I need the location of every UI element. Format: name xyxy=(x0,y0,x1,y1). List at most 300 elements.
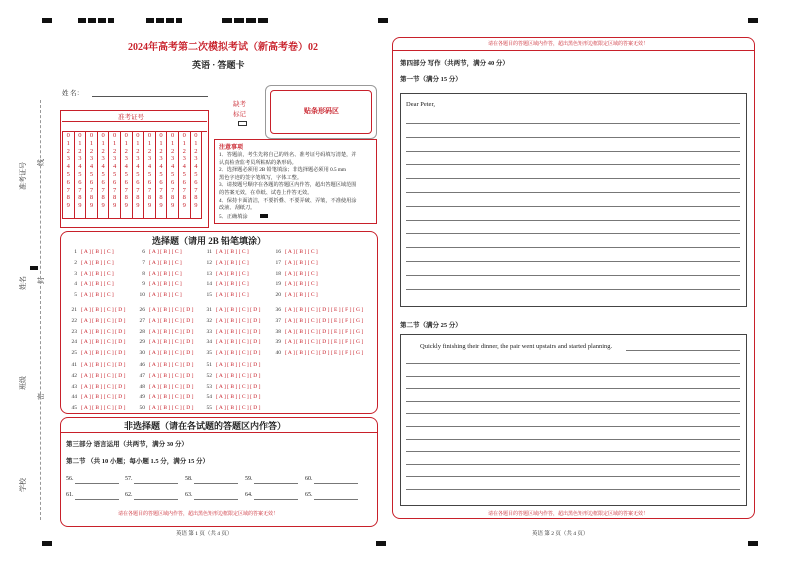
ticket-digit-column[interactable] xyxy=(167,132,179,219)
story-writing-line[interactable] xyxy=(406,476,740,477)
ticket-digit[interactable]: 5 xyxy=(101,170,105,178)
mc-options[interactable]: [ A ] [ B ] [ C ] xyxy=(149,259,182,266)
ticket-digit[interactable]: 9 xyxy=(194,202,198,210)
mc-question-number: 13 xyxy=(206,270,212,277)
story-writing-line[interactable] xyxy=(406,489,740,490)
mc-question-row[interactable] xyxy=(134,373,193,379)
mc-question-row[interactable] xyxy=(66,292,114,298)
mc-question-row[interactable] xyxy=(270,318,363,324)
mc-question-row[interactable] xyxy=(66,318,125,324)
mc-question-row[interactable] xyxy=(66,394,125,400)
ticket-digit[interactable]: 7 xyxy=(66,186,70,194)
mc-options[interactable]: [ A ] [ B ] [ C ] [ D ] xyxy=(216,328,261,335)
mc-options[interactable]: [ A ] [ B ] [ C ] xyxy=(285,259,318,266)
mc-options[interactable]: [ A ] [ B ] [ C ] [ D ] xyxy=(216,317,261,324)
mc-options[interactable]: [ A ] [ B ] [ C ] [ D ] xyxy=(216,339,261,346)
mc-options[interactable]: [ A ] [ B ] [ C ] xyxy=(216,292,249,299)
letter-writing-line[interactable] xyxy=(406,206,740,207)
ticket-digit[interactable]: 0 xyxy=(113,132,117,139)
ticket-digit[interactable]: 6 xyxy=(147,178,152,186)
mc-options[interactable]: [ A ] [ B ] [ C ] [ D ] [ E ] [ F ] [ G ] xyxy=(285,339,364,346)
mc-question-row[interactable] xyxy=(134,339,193,345)
mc-question-row[interactable] xyxy=(66,373,125,379)
mc-question-row[interactable] xyxy=(66,249,114,255)
ticket-digit[interactable]: 3 xyxy=(182,155,186,163)
story-writing-line[interactable] xyxy=(406,413,740,414)
ticket-digit[interactable]: 0 xyxy=(78,132,82,139)
ticket-digit[interactable]: 8 xyxy=(66,194,70,202)
mc-options[interactable]: [ A ] [ B ] [ C ] [ D ] xyxy=(81,372,126,379)
ticket-digit[interactable]: 9 xyxy=(66,202,70,210)
mc-question-row[interactable] xyxy=(134,271,182,277)
warning-right-top: 请在各题目的答题区域内作答，超出黑色矩形边框限定区域的答案无效！ xyxy=(488,42,649,47)
mc-options[interactable]: [ A ] [ B ] [ C ] xyxy=(216,259,249,266)
ticket-digit[interactable]: 5 xyxy=(147,170,152,178)
mc-question-row[interactable] xyxy=(201,292,249,298)
ticket-digit-column[interactable] xyxy=(144,132,156,219)
mc-options[interactable]: [ A ] [ B ] [ C ] [ D ] [ E ] [ F ] [ G ] xyxy=(285,328,364,335)
ticket-digit[interactable]: 3 xyxy=(136,155,140,163)
ticket-digit[interactable]: 8 xyxy=(89,194,94,202)
ticket-digit[interactable]: 9 xyxy=(124,202,128,210)
mc-question-row[interactable] xyxy=(134,260,182,266)
ticket-digit[interactable]: 6 xyxy=(194,178,198,186)
ticket-digit[interactable]: 3 xyxy=(171,155,175,163)
ticket-digit[interactable]: 6 xyxy=(113,178,117,186)
mc-options[interactable]: [ A ] [ B ] [ C ] [ D ] xyxy=(216,372,261,379)
mc-options[interactable]: [ A ] [ B ] [ C ] [ D ] xyxy=(149,383,194,390)
ticket-digit[interactable]: 7 xyxy=(136,186,140,194)
mc-options[interactable]: [ A ] [ B ] [ C ] [ D ] [ E ] [ F ] [ G ] xyxy=(285,307,364,313)
mc-options[interactable]: [ A ] [ B ] [ C ] xyxy=(81,270,114,277)
mc-options[interactable]: [ A ] [ B ] [ C ] xyxy=(81,249,114,255)
mc-options[interactable]: [ A ] [ B ] [ C ] [ D ] xyxy=(216,307,261,313)
ticket-digit[interactable]: 4 xyxy=(171,163,175,171)
ticket-digit[interactable]: 8 xyxy=(124,194,128,202)
ticket-digit[interactable]: 6 xyxy=(124,178,128,186)
mc-question-row[interactable] xyxy=(270,329,363,335)
story-writing-line[interactable] xyxy=(406,388,740,389)
ticket-digit[interactable]: 6 xyxy=(171,178,175,186)
mc-options[interactable]: [ A ] [ B ] [ C ] xyxy=(216,270,249,277)
ticket-digit-column[interactable] xyxy=(120,132,132,219)
mc-options[interactable]: [ A ] [ B ] [ C ] [ D ] xyxy=(149,328,194,335)
mc-options[interactable]: [ A ] [ B ] [ C ] [ D ] xyxy=(81,405,126,412)
mc-options[interactable]: [ A ] [ B ] [ C ] [ D ] xyxy=(149,405,194,412)
mc-options[interactable]: [ A ] [ B ] [ C ] [ D ] xyxy=(149,350,194,357)
mc-question-row[interactable] xyxy=(134,384,193,390)
ticket-digit[interactable]: 9 xyxy=(147,202,152,210)
mc-question-row[interactable] xyxy=(270,260,318,266)
blank-answer-line[interactable] xyxy=(134,499,178,500)
ticket-digit-column[interactable] xyxy=(63,132,75,219)
ticket-digit[interactable]: 2 xyxy=(113,147,117,155)
ticket-digit-column[interactable] xyxy=(97,132,109,219)
timing-mark xyxy=(42,541,52,546)
mc-question-row[interactable] xyxy=(66,260,114,266)
mc-question-row[interactable] xyxy=(201,271,249,277)
mc-options[interactable]: [ A ] [ B ] [ C ] [ D ] xyxy=(149,317,194,324)
timing-mark xyxy=(748,18,758,23)
ticket-digit[interactable]: 4 xyxy=(113,163,117,171)
ticket-digit[interactable]: 1 xyxy=(171,139,175,147)
ticket-number-grid[interactable] xyxy=(62,131,202,219)
mc-options[interactable]: [ A ] [ B ] [ C ] [ D ] xyxy=(149,307,194,313)
mc-options[interactable]: [ A ] [ B ] [ C ] [ D ] xyxy=(216,394,261,401)
letter-writing-line[interactable] xyxy=(406,151,740,152)
mc-question-row[interactable] xyxy=(270,350,363,356)
ticket-digit[interactable]: 1 xyxy=(136,139,140,147)
mc-question-number: 7 xyxy=(142,259,145,266)
blank-answer-line[interactable] xyxy=(314,499,358,500)
ticket-digit[interactable]: 2 xyxy=(159,147,163,155)
ticket-digit[interactable]: 7 xyxy=(182,186,186,194)
ticket-digit[interactable]: 6 xyxy=(78,178,82,186)
ticket-digit[interactable]: 3 xyxy=(66,155,70,163)
ticket-digit[interactable]: 7 xyxy=(171,186,175,194)
mc-options[interactable]: [ A ] [ B ] [ C ] [ D ] xyxy=(149,372,194,379)
blank-answer-line[interactable] xyxy=(75,483,119,484)
story-writing-line[interactable] xyxy=(406,363,740,364)
story-writing-line[interactable] xyxy=(406,426,740,427)
ticket-digit[interactable]: 4 xyxy=(182,163,186,171)
ticket-digit[interactable]: 6 xyxy=(182,178,186,186)
mc-options[interactable]: [ A ] [ B ] [ C ] [ D ] xyxy=(216,362,261,368)
story-writing-line[interactable] xyxy=(406,401,740,402)
mc-options[interactable]: [ A ] [ B ] [ C ] [ D ] xyxy=(149,362,194,368)
timing-mark xyxy=(42,18,52,23)
ticket-digit[interactable]: 2 xyxy=(124,147,128,155)
ticket-digit[interactable]: 1 xyxy=(194,139,198,147)
mc-question-row[interactable] xyxy=(134,249,182,255)
mc-options[interactable]: [ A ] [ B ] [ C ] [ D ] xyxy=(81,362,126,368)
ticket-digit[interactable]: 3 xyxy=(89,155,94,163)
mc-options[interactable]: [ A ] [ B ] [ C ] [ D ] xyxy=(216,405,261,412)
mc-options[interactable]: [ A ] [ B ] [ C ] [ D ] [ E ] [ F ] [ G ] xyxy=(285,317,364,324)
blank-answer-line[interactable] xyxy=(75,499,119,500)
story-box[interactable] xyxy=(400,334,747,506)
ticket-digit[interactable]: 8 xyxy=(78,194,82,202)
story-writing-line[interactable] xyxy=(406,464,740,465)
mc-question-row[interactable] xyxy=(66,384,125,390)
ticket-digit[interactable]: 9 xyxy=(101,202,105,210)
ticket-digit[interactable]: 9 xyxy=(113,202,117,210)
ticket-digit[interactable]: 2 xyxy=(171,147,175,155)
blank-answer-line[interactable] xyxy=(254,483,298,484)
ticket-digit[interactable]: 7 xyxy=(78,186,82,194)
ticket-digit[interactable]: 3 xyxy=(147,155,152,163)
ticket-digit[interactable]: 4 xyxy=(124,163,128,171)
mc-options[interactable]: [ A ] [ B ] [ C ] xyxy=(285,249,318,255)
mc-options[interactable]: [ A ] [ B ] [ C ] [ D ] xyxy=(149,339,194,346)
ticket-digit[interactable]: 0 xyxy=(124,132,128,139)
mc-question-row[interactable] xyxy=(134,281,182,287)
ticket-digit[interactable]: 6 xyxy=(101,178,105,186)
ticket-digit[interactable]: 1 xyxy=(159,139,163,147)
letter-writing-line[interactable] xyxy=(406,275,740,276)
mc-question-row[interactable] xyxy=(66,339,125,345)
ticket-digit[interactable]: 7 xyxy=(147,186,152,194)
letter-writing-line[interactable] xyxy=(406,123,740,124)
blank-answer-line[interactable] xyxy=(254,499,298,500)
ticket-digit[interactable]: 5 xyxy=(124,170,128,178)
ticket-digit[interactable]: 2 xyxy=(136,147,140,155)
mc-question-row[interactable] xyxy=(201,384,260,390)
ticket-digit[interactable]: 1 xyxy=(182,139,186,147)
mc-question-row[interactable] xyxy=(66,350,125,356)
blank-answer-line[interactable] xyxy=(314,483,358,484)
mc-question-row[interactable] xyxy=(201,394,260,400)
mc-question-number: 6 xyxy=(142,249,145,255)
mc-question-row[interactable] xyxy=(134,405,193,411)
mc-question-row[interactable] xyxy=(134,318,193,324)
mc-question-row[interactable] xyxy=(201,373,260,379)
ticket-digit[interactable]: 5 xyxy=(194,170,198,178)
ticket-digit[interactable]: 8 xyxy=(194,194,198,202)
mc-question-row[interactable] xyxy=(134,362,193,368)
ticket-digit[interactable]: 2 xyxy=(66,147,70,155)
ticket-digit[interactable]: 8 xyxy=(147,194,152,202)
ticket-digit[interactable]: 2 xyxy=(147,147,152,155)
mc-options[interactable]: [ A ] [ B ] [ C ] xyxy=(81,292,114,299)
ticket-digit[interactable]: 5 xyxy=(171,170,175,178)
ticket-digit[interactable]: 0 xyxy=(159,132,163,139)
ticket-digit[interactable]: 6 xyxy=(66,178,70,186)
ticket-digit[interactable]: 1 xyxy=(101,139,105,147)
ticket-digit[interactable]: 6 xyxy=(136,178,140,186)
ticket-digit[interactable]: 9 xyxy=(159,202,163,210)
mc-question-row[interactable] xyxy=(134,292,182,298)
mc-question-row[interactable] xyxy=(270,339,363,345)
ticket-digit[interactable]: 2 xyxy=(78,147,82,155)
ticket-digit[interactable]: 8 xyxy=(113,194,117,202)
mc-options[interactable]: [ A ] [ B ] [ C ] xyxy=(285,270,318,277)
mc-question-row[interactable] xyxy=(201,307,260,313)
mc-question-number: 5 xyxy=(74,292,77,299)
mc-question-row[interactable] xyxy=(134,350,193,356)
ticket-digit-column[interactable] xyxy=(74,132,86,219)
ticket-digit[interactable]: 8 xyxy=(182,194,186,202)
ticket-digit[interactable]: 3 xyxy=(159,155,163,163)
mc-options[interactable]: [ A ] [ B ] [ C ] [ D ] xyxy=(149,394,194,401)
mc-question-number: 39 xyxy=(275,339,281,346)
mc-options[interactable]: [ A ] [ B ] [ C ] xyxy=(216,249,249,255)
ticket-digit[interactable]: 5 xyxy=(113,170,117,178)
ticket-digit[interactable]: 3 xyxy=(78,155,82,163)
mc-options[interactable]: [ A ] [ B ] [ C ] [ D ] xyxy=(81,350,126,357)
mc-options[interactable]: [ A ] [ B ] [ C ] xyxy=(81,281,114,288)
part4-heading: 第四部分 写作（共两节，满分 40 分） xyxy=(400,60,509,67)
ticket-digit[interactable]: 3 xyxy=(124,155,128,163)
mc-options[interactable]: [ A ] [ B ] [ C ] [ D ] xyxy=(81,317,126,324)
mc-question-row[interactable] xyxy=(201,362,260,368)
mc-options[interactable]: [ A ] [ B ] [ C ] [ D ] xyxy=(81,307,126,313)
name-field[interactable] xyxy=(92,96,208,97)
ticket-digit[interactable]: 3 xyxy=(194,155,198,163)
letter-writing-line[interactable] xyxy=(406,192,740,193)
ticket-digit[interactable]: 5 xyxy=(159,170,163,178)
ticket-digit[interactable]: 9 xyxy=(89,202,94,210)
story-writing-line[interactable] xyxy=(406,376,740,377)
letter-writing-line[interactable] xyxy=(406,289,740,290)
mc-question-row[interactable] xyxy=(270,292,318,298)
ticket-digit[interactable]: 5 xyxy=(89,170,94,178)
ticket-digit[interactable]: 5 xyxy=(136,170,140,178)
mc-question-row[interactable] xyxy=(66,362,125,368)
ticket-digit-column[interactable] xyxy=(190,132,202,219)
mc-question-row[interactable] xyxy=(201,405,260,411)
mc-options[interactable]: [ A ] [ B ] [ C ] xyxy=(149,270,182,277)
mc-question-row[interactable] xyxy=(201,260,249,266)
ticket-digit[interactable]: 0 xyxy=(101,132,105,139)
story-first-line[interactable] xyxy=(626,350,740,351)
mc-question-row[interactable] xyxy=(66,271,114,277)
ticket-digit[interactable]: 4 xyxy=(89,163,94,171)
mc-question-row[interactable] xyxy=(270,249,318,255)
mc-question-row[interactable] xyxy=(201,249,249,255)
mc-question-row[interactable] xyxy=(201,329,260,335)
ticket-digit[interactable]: 7 xyxy=(113,186,117,194)
ticket-digit[interactable]: 3 xyxy=(101,155,105,163)
ticket-digit[interactable]: 6 xyxy=(89,178,94,186)
mc-question-row[interactable] xyxy=(66,405,125,411)
mc-options[interactable]: [ A ] [ B ] [ C ] [ D ] [ E ] [ F ] [ G ] xyxy=(285,350,364,357)
mc-options[interactable]: [ A ] [ B ] [ C ] [ D ] xyxy=(81,383,126,390)
letter-writing-line[interactable] xyxy=(406,261,740,262)
ticket-digit-column[interactable] xyxy=(86,132,98,219)
footer-left: 英语 第 1 页（共 4 页） xyxy=(176,531,233,537)
ticket-digit[interactable]: 7 xyxy=(101,186,105,194)
ticket-digit[interactable]: 8 xyxy=(101,194,105,202)
ticket-digit[interactable]: 1 xyxy=(147,139,152,147)
ticket-digit-column[interactable] xyxy=(155,132,167,219)
mc-question-row[interactable] xyxy=(66,281,114,287)
ticket-digit[interactable]: 5 xyxy=(66,170,70,178)
mc-options[interactable]: [ A ] [ B ] [ C ] xyxy=(149,292,182,299)
mc-question-number: 41 xyxy=(71,362,77,368)
ticket-digit[interactable]: 2 xyxy=(101,147,105,155)
ticket-digit[interactable]: 7 xyxy=(194,186,198,194)
ticket-digit-column[interactable] xyxy=(109,132,121,219)
mc-question-row[interactable] xyxy=(134,307,193,313)
ticket-digit[interactable]: 4 xyxy=(101,163,105,171)
ticket-digit[interactable]: 1 xyxy=(124,139,128,147)
ticket-digit[interactable]: 1 xyxy=(113,139,117,147)
mc-options[interactable]: [ A ] [ B ] [ C ] xyxy=(285,281,318,288)
ticket-digit[interactable]: 0 xyxy=(194,132,198,139)
ticket-digit[interactable]: 8 xyxy=(136,194,140,202)
ticket-digit[interactable]: 0 xyxy=(136,132,140,139)
ticket-digit[interactable]: 7 xyxy=(89,186,94,194)
ticket-digit[interactable]: 5 xyxy=(78,170,82,178)
ticket-digit[interactable]: 4 xyxy=(136,163,140,171)
mc-options[interactable]: [ A ] [ B ] [ C ] xyxy=(81,259,114,266)
ticket-digit[interactable]: 4 xyxy=(159,163,163,171)
ticket-digit[interactable]: 0 xyxy=(171,132,175,139)
ticket-digit[interactable]: 0 xyxy=(89,132,94,139)
ticket-digit[interactable]: 7 xyxy=(124,186,128,194)
ticket-digit[interactable]: 2 xyxy=(194,147,198,155)
mc-question-row[interactable] xyxy=(270,271,318,277)
ticket-digit[interactable]: 8 xyxy=(159,194,163,202)
mc-question-row[interactable] xyxy=(134,329,193,335)
mc-options[interactable]: [ A ] [ B ] [ C ] [ D ] xyxy=(216,350,261,357)
mc-question-row[interactable] xyxy=(66,307,125,313)
absent-checkbox[interactable] xyxy=(238,121,247,126)
mc-question-row[interactable] xyxy=(201,350,260,356)
blank-answer-line[interactable] xyxy=(134,483,178,484)
ticket-digit[interactable]: 2 xyxy=(89,147,94,155)
ticket-digit[interactable]: 0 xyxy=(66,132,70,139)
side-label-class: 班级 xyxy=(19,376,27,390)
ticket-digit[interactable]: 1 xyxy=(89,139,94,147)
blank-answer-line[interactable] xyxy=(194,483,238,484)
mc-question-row[interactable] xyxy=(201,318,260,324)
ticket-digit[interactable]: 8 xyxy=(171,194,175,202)
story-writing-line[interactable] xyxy=(406,451,740,452)
blank-answer-line[interactable] xyxy=(194,499,238,500)
ticket-digit[interactable]: 4 xyxy=(147,163,152,171)
ticket-digit[interactable]: 9 xyxy=(182,202,186,210)
ticket-digit[interactable]: 9 xyxy=(78,202,82,210)
mc-options[interactable]: [ A ] [ B ] [ C ] [ D ] xyxy=(216,383,261,390)
ticket-digit[interactable]: 0 xyxy=(182,132,186,139)
mc-question-row[interactable] xyxy=(270,281,318,287)
mc-question-number: 14 xyxy=(206,281,212,288)
ticket-digit[interactable]: 4 xyxy=(194,163,198,171)
mc-question-number: 15 xyxy=(206,292,212,299)
ticket-digit[interactable]: 1 xyxy=(66,139,70,147)
mc-options[interactable]: [ A ] [ B ] [ C ] [ D ] xyxy=(81,328,126,335)
mc-question-row[interactable] xyxy=(66,329,125,335)
mc-question-number: 51 xyxy=(206,362,212,368)
mc-question-row[interactable] xyxy=(270,307,363,313)
mc-options[interactable]: [ A ] [ B ] [ C ] xyxy=(285,292,318,299)
mc-options[interactable]: [ A ] [ B ] [ C ] [ D ] xyxy=(81,394,126,401)
story-writing-line[interactable] xyxy=(406,439,740,440)
mc-question-row[interactable] xyxy=(134,394,193,400)
ticket-digit[interactable]: 6 xyxy=(159,178,163,186)
ticket-digit[interactable]: 9 xyxy=(171,202,175,210)
ticket-digit[interactable]: 4 xyxy=(66,163,70,171)
mc-question-number: 11 xyxy=(206,249,212,255)
mc-question-row[interactable] xyxy=(201,339,260,345)
mc-options[interactable]: [ A ] [ B ] [ C ] [ D ] xyxy=(81,339,126,346)
ticket-digit-column[interactable] xyxy=(178,132,190,219)
ticket-digit[interactable]: 7 xyxy=(159,186,163,194)
ticket-digit[interactable]: 9 xyxy=(136,202,140,210)
ticket-digit[interactable]: 1 xyxy=(78,139,82,147)
ticket-digit[interactable]: 3 xyxy=(113,155,117,163)
mc-options[interactable]: [ A ] [ B ] [ C ] xyxy=(216,281,249,288)
letter-writing-line[interactable] xyxy=(406,178,740,179)
mc-question-row[interactable] xyxy=(201,281,249,287)
letter-writing-line[interactable] xyxy=(406,233,740,234)
ticket-digit[interactable]: 0 xyxy=(147,132,152,139)
letter-writing-line[interactable] xyxy=(406,220,740,221)
timing-mark xyxy=(146,18,182,23)
ticket-digit[interactable]: 2 xyxy=(182,147,186,155)
mc-options[interactable]: [ A ] [ B ] [ C ] xyxy=(149,281,182,288)
ticket-digit-column[interactable] xyxy=(132,132,144,219)
letter-writing-line[interactable] xyxy=(406,137,740,138)
ticket-digit[interactable]: 5 xyxy=(182,170,186,178)
letter-writing-line[interactable] xyxy=(406,164,740,165)
ticket-digit[interactable]: 4 xyxy=(78,163,82,171)
writing-top-divider xyxy=(392,50,755,51)
mc-options[interactable]: [ A ] [ B ] [ C ] xyxy=(149,249,182,255)
letter-writing-line[interactable] xyxy=(406,247,740,248)
